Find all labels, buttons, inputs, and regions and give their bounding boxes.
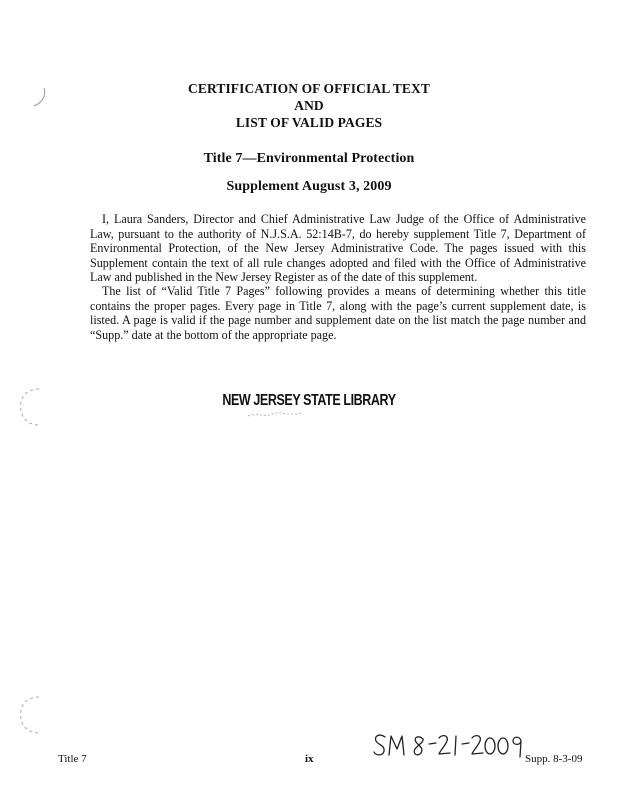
library-stamp: NEW JERSEY STATE LIBRARY xyxy=(222,391,396,409)
supplement-date-heading: Supplement August 3, 2009 xyxy=(226,179,392,194)
title-subheading: Title 7—Environmental Protection xyxy=(203,151,415,166)
footer-supplement-date: Supp. 8-3-09 xyxy=(525,753,583,765)
punch-hole-mark xyxy=(15,693,47,737)
certification-paragraph: I, Laura Sanders, Director and Chief Administrative Law Judge of the Office of Administrative Law, pursuant to the authority of N.J.S.A. 52:14B-7, do hereby supplement Title 7, Department of Environmental Protection, of the New Jersey Administrative Code. The pages issued with this Supplement contain the text of all rule changes adopted and filed with the Office of Administrative Law and published in the New Jersey Register as of the date of this supplement. xyxy=(90,212,586,285)
valid-pages-paragraph: The list of “Valid Title 7 Pages” following provides a means of determining whether this title contains the proper pages. Every page in Title 7, along with the page’s current supplement date, is listed. A page is valid if the page number and supplement date on the list match the page number and “Supp.” date at the bottom of the appropriate page. xyxy=(90,284,586,342)
heading-list-of-valid-pages: LIST OF VALID PAGES xyxy=(235,115,383,130)
heading-and: AND xyxy=(294,98,324,113)
footer-title: Title 7 xyxy=(58,753,87,765)
handwritten-annotation xyxy=(371,727,531,767)
stamp-smudge xyxy=(246,410,306,420)
footer-page-number: ix xyxy=(305,753,314,765)
heading-certification: CERTIFICATION OF OFFICIAL TEXT xyxy=(188,81,430,96)
